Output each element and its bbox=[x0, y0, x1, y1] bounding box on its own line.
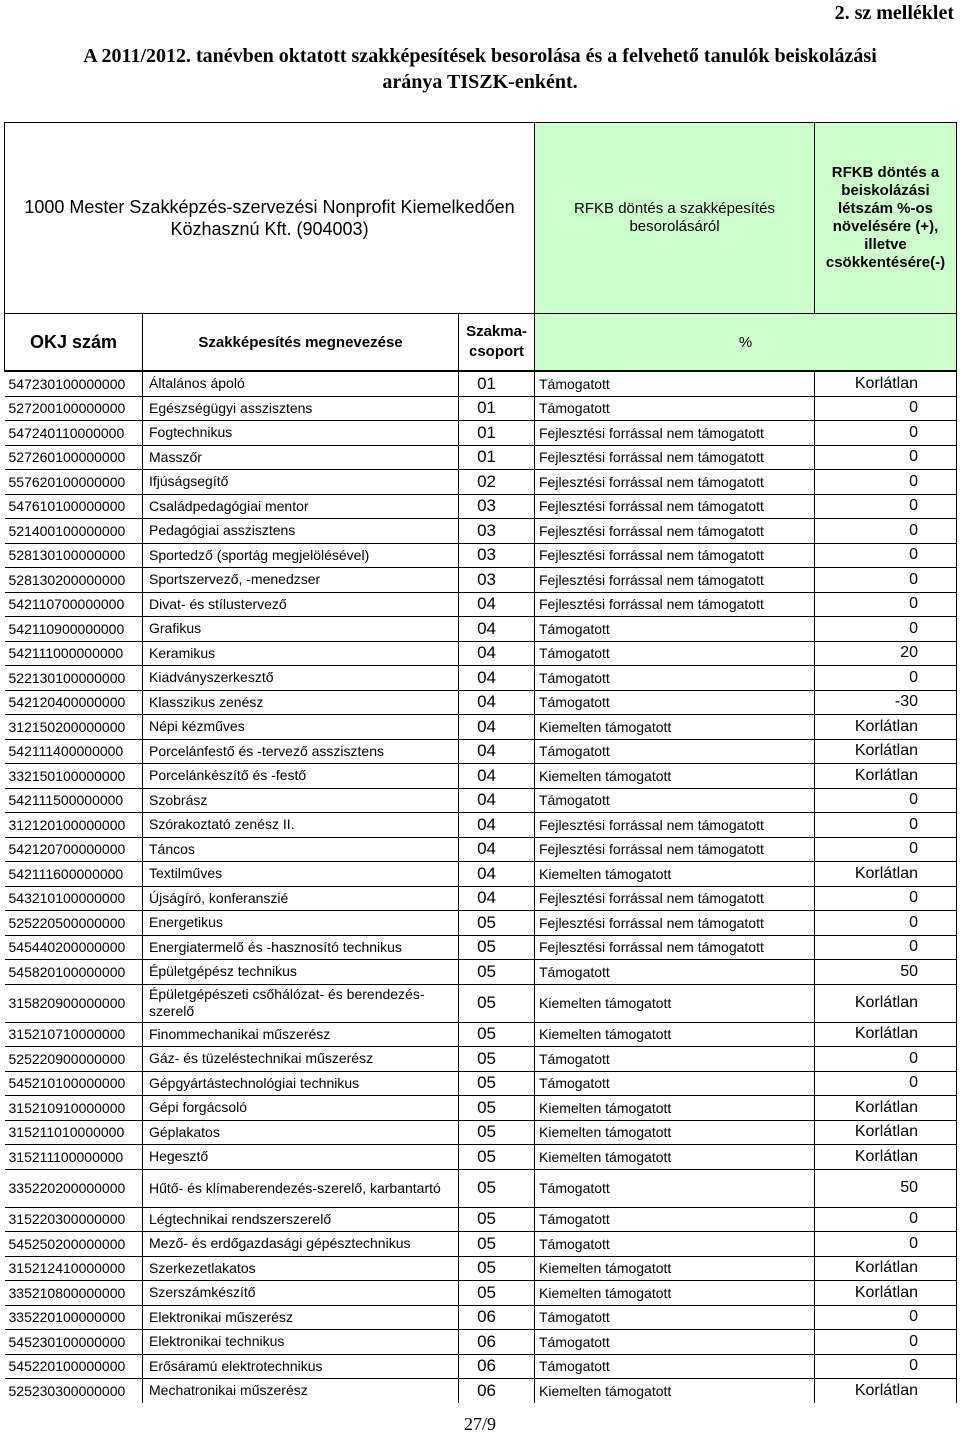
group-cell: 06 bbox=[459, 1305, 535, 1330]
qualification-name-cell: Erősáramú elektrotechnikus bbox=[143, 1354, 459, 1379]
group-cell: 05 bbox=[459, 1256, 535, 1281]
decision-cell: Kiemelten támogatott bbox=[535, 1379, 815, 1403]
decision-cell: Fejlesztési forrással nem támogatott bbox=[535, 911, 815, 936]
qualification-name-cell: Általános ápoló bbox=[143, 371, 459, 396]
group-cell: 05 bbox=[459, 960, 535, 985]
decision-cell: Fejlesztési forrással nem támogatott bbox=[535, 568, 815, 593]
percent-cell: 0 bbox=[815, 543, 957, 568]
table-row bbox=[5, 984, 957, 1022]
table-row bbox=[5, 1305, 957, 1330]
percent-cell: 0 bbox=[815, 813, 957, 838]
group-cell: 02 bbox=[459, 470, 535, 495]
qualification-name-cell: Klasszikus zenész bbox=[143, 690, 459, 715]
okj-cell: 315220300000000 bbox=[5, 1207, 143, 1232]
group-cell: 04 bbox=[459, 739, 535, 764]
decision-cell: Fejlesztési forrással nem támogatott bbox=[535, 470, 815, 495]
group-cell: 05 bbox=[459, 1281, 535, 1306]
group-cell: 05 bbox=[459, 1207, 535, 1232]
table-row bbox=[5, 396, 957, 421]
percent-cell: 0 bbox=[815, 1354, 957, 1379]
table-row bbox=[5, 935, 957, 960]
group-cell: 01 bbox=[459, 445, 535, 470]
decision-cell: Támogatott bbox=[535, 1232, 815, 1257]
qualification-name-cell: Szobrász bbox=[143, 788, 459, 813]
okj-cell: 542110700000000 bbox=[5, 592, 143, 617]
qualification-name-cell: Gáz- és tüzeléstechnikai műszerész bbox=[143, 1047, 459, 1072]
decision-cell: Fejlesztési forrással nem támogatott bbox=[535, 445, 815, 470]
annex-label: 2. sz melléklet bbox=[834, 2, 954, 24]
okj-cell: 542120400000000 bbox=[5, 690, 143, 715]
qualification-name-cell: Hegesztő bbox=[143, 1145, 459, 1170]
okj-cell: 542120700000000 bbox=[5, 837, 143, 862]
okj-cell: 545250200000000 bbox=[5, 1232, 143, 1257]
table-row bbox=[5, 1071, 957, 1096]
percent-cell: 0 bbox=[815, 886, 957, 911]
group-cell: 06 bbox=[459, 1379, 535, 1403]
header-row-top bbox=[5, 123, 957, 314]
okj-cell: 543210100000000 bbox=[5, 886, 143, 911]
percent-cell: 0 bbox=[815, 935, 957, 960]
percent-cell: Korlátlan bbox=[815, 371, 957, 396]
group-cell: 06 bbox=[459, 1330, 535, 1355]
decision-cell: Fejlesztési forrással nem támogatott bbox=[535, 886, 815, 911]
percent-cell: Korlátlan bbox=[815, 1281, 957, 1306]
qualification-name-cell: Grafikus bbox=[143, 617, 459, 642]
percent-cell: 0 bbox=[815, 592, 957, 617]
table-row bbox=[5, 666, 957, 691]
table-row bbox=[5, 371, 957, 396]
decision-cell: Támogatott bbox=[535, 617, 815, 642]
okj-cell: 542111500000000 bbox=[5, 788, 143, 813]
decision-cell: Támogatott bbox=[535, 1071, 815, 1096]
decision-cell: Támogatott bbox=[535, 788, 815, 813]
qualification-name-cell: Keramikus bbox=[143, 641, 459, 666]
percent-cell: 0 bbox=[815, 837, 957, 862]
group-cell: 05 bbox=[459, 1096, 535, 1121]
decision-cell: Támogatott bbox=[535, 690, 815, 715]
okj-cell: 528130100000000 bbox=[5, 543, 143, 568]
group-cell: 05 bbox=[459, 984, 535, 1022]
percent-column-header: % bbox=[535, 314, 957, 372]
decision-cell: Kiemelten támogatott bbox=[535, 1256, 815, 1281]
qualification-name-cell: Energiatermelő és -hasznosító technikus bbox=[143, 935, 459, 960]
qualification-name-cell: Gépgyártástechnológiai technikus bbox=[143, 1071, 459, 1096]
percent-cell: 0 bbox=[815, 396, 957, 421]
percent-cell: Korlátlan bbox=[815, 715, 957, 740]
percent-cell: Korlátlan bbox=[815, 1379, 957, 1403]
group-cell: 01 bbox=[459, 421, 535, 446]
percent-cell: 0 bbox=[815, 617, 957, 642]
percent-cell: 0 bbox=[815, 470, 957, 495]
okj-cell: 521400100000000 bbox=[5, 519, 143, 544]
decision-cell: Kiemelten támogatott bbox=[535, 1096, 815, 1121]
table-row bbox=[5, 1379, 957, 1403]
qualification-name-cell: Porcelánkészítő és -festő bbox=[143, 764, 459, 789]
decision-cell: Fejlesztési forrással nem támogatott bbox=[535, 421, 815, 446]
okj-cell: 335210800000000 bbox=[5, 1281, 143, 1306]
table-row bbox=[5, 1047, 957, 1072]
qualification-name-cell: Mechatronikai műszerész bbox=[143, 1379, 459, 1403]
okj-cell: 542111600000000 bbox=[5, 862, 143, 887]
okj-cell: 527260100000000 bbox=[5, 445, 143, 470]
qualification-name-cell: Sportedző (sportág megjelölésével) bbox=[143, 543, 459, 568]
percent-cell: 0 bbox=[815, 1047, 957, 1072]
decision-cell: Kiemelten támogatott bbox=[535, 862, 815, 887]
qualification-name-cell: Hűtő- és klímaberendezés-szerelő, karbantartó bbox=[143, 1169, 459, 1207]
group-cell: 05 bbox=[459, 935, 535, 960]
percent-cell: 0 bbox=[815, 666, 957, 691]
decision-cell: Fejlesztési forrással nem támogatott bbox=[535, 813, 815, 838]
table-row bbox=[5, 1022, 957, 1047]
qualification-name-cell: Családpedagógiai mentor bbox=[143, 494, 459, 519]
decision-cell: Támogatott bbox=[535, 1169, 815, 1207]
group-cell: 04 bbox=[459, 715, 535, 740]
decision-cell: Kiemelten támogatott bbox=[535, 715, 815, 740]
percent-cell: Korlátlan bbox=[815, 862, 957, 887]
group-cell: 03 bbox=[459, 543, 535, 568]
group-cell: 03 bbox=[459, 494, 535, 519]
qualification-name-cell: Sportszervező, -menedzser bbox=[143, 568, 459, 593]
percent-cell: 0 bbox=[815, 1232, 957, 1257]
group-cell: 05 bbox=[459, 1071, 535, 1096]
okj-cell: 542111400000000 bbox=[5, 739, 143, 764]
okj-cell: 545230100000000 bbox=[5, 1330, 143, 1355]
okj-cell: 525220500000000 bbox=[5, 911, 143, 936]
percent-cell: 0 bbox=[815, 421, 957, 446]
percent-cell: 0 bbox=[815, 788, 957, 813]
table-row bbox=[5, 911, 957, 936]
decision-cell: Támogatott bbox=[535, 641, 815, 666]
group-cell: 05 bbox=[459, 911, 535, 936]
group-cell: 04 bbox=[459, 641, 535, 666]
qualification-name-cell: Divat- és stílustervező bbox=[143, 592, 459, 617]
okj-cell: 542110900000000 bbox=[5, 617, 143, 642]
decision-cell: Támogatott bbox=[535, 1305, 815, 1330]
group-cell: 01 bbox=[459, 396, 535, 421]
name-column-header: Szakképesítés megnevezése bbox=[143, 314, 459, 372]
table-row bbox=[5, 788, 957, 813]
table-row bbox=[5, 1169, 957, 1207]
table-row bbox=[5, 764, 957, 789]
group-cell: 05 bbox=[459, 1120, 535, 1145]
okj-cell: 315212410000000 bbox=[5, 1256, 143, 1281]
table-row bbox=[5, 617, 957, 642]
qualification-name-cell: Pedagógiai asszisztens bbox=[143, 519, 459, 544]
group-column-header: Szakma-csoport bbox=[459, 314, 535, 372]
okj-cell: 545440200000000 bbox=[5, 935, 143, 960]
group-cell: 03 bbox=[459, 568, 535, 593]
group-cell: 04 bbox=[459, 813, 535, 838]
table-row bbox=[5, 543, 957, 568]
okj-cell: 312150200000000 bbox=[5, 715, 143, 740]
qualification-name-cell: Finommechanikai műszerész bbox=[143, 1022, 459, 1047]
header-row-columns bbox=[5, 314, 957, 372]
percent-cell: 50 bbox=[815, 1169, 957, 1207]
group-cell: 05 bbox=[459, 1169, 535, 1207]
qualification-name-cell: Népi kézműves bbox=[143, 715, 459, 740]
percent-cell: Korlátlan bbox=[815, 1256, 957, 1281]
document-title-line-1: A 2011/2012. tanévben oktatott szakképesítések besorolása és a felvehető tanulók beiskolázási bbox=[83, 45, 877, 67]
okj-cell: 547230100000000 bbox=[5, 371, 143, 396]
qualification-name-cell: Újságíró, konferanszié bbox=[143, 886, 459, 911]
table-row bbox=[5, 421, 957, 446]
group-cell: 05 bbox=[459, 1022, 535, 1047]
qualification-name-cell: Légtechnikai rendszerszerelő bbox=[143, 1207, 459, 1232]
decision-cell: Támogatott bbox=[535, 960, 815, 985]
decision-cell: Támogatott bbox=[535, 1207, 815, 1232]
table-row bbox=[5, 1207, 957, 1232]
table-row bbox=[5, 813, 957, 838]
okj-cell: 557620100000000 bbox=[5, 470, 143, 495]
group-cell: 04 bbox=[459, 837, 535, 862]
qualification-name-cell: Épületgépészeti csőhálózat- és berendezés-szerelő bbox=[143, 984, 459, 1022]
percent-cell: Korlátlan bbox=[815, 984, 957, 1022]
percent-cell: 0 bbox=[815, 1305, 957, 1330]
okj-cell: 542111000000000 bbox=[5, 641, 143, 666]
qualification-name-cell: Szerkezetlakatos bbox=[143, 1256, 459, 1281]
qualification-name-cell: Épületgépész technikus bbox=[143, 960, 459, 985]
percent-cell: 0 bbox=[815, 568, 957, 593]
decision-cell: Támogatott bbox=[535, 1354, 815, 1379]
group-cell: 05 bbox=[459, 1145, 535, 1170]
okj-cell: 545220100000000 bbox=[5, 1354, 143, 1379]
percent-cell: Korlátlan bbox=[815, 1145, 957, 1170]
qualification-name-cell: Szerszámkészítő bbox=[143, 1281, 459, 1306]
percent-cell: 20 bbox=[815, 641, 957, 666]
organization-header: 1000 Mester Szakképzés-szervezési Nonprofit Kiemelkedően Közhasznú Kft. (904003) bbox=[5, 123, 535, 314]
decision-cell: Kiemelten támogatott bbox=[535, 1281, 815, 1306]
okj-cell: 335220200000000 bbox=[5, 1169, 143, 1207]
okj-cell: 525230300000000 bbox=[5, 1379, 143, 1403]
document-title-line-2: aránya TISZK-enként. bbox=[382, 71, 578, 93]
okj-cell: 315210910000000 bbox=[5, 1096, 143, 1121]
group-cell: 04 bbox=[459, 886, 535, 911]
qualification-name-cell: Elektronikai technikus bbox=[143, 1330, 459, 1355]
percent-cell: 0 bbox=[815, 445, 957, 470]
table-row bbox=[5, 1281, 957, 1306]
okj-cell: 315211010000000 bbox=[5, 1120, 143, 1145]
percent-cell: 0 bbox=[815, 1071, 957, 1096]
qualification-name-cell: Porcelánfestő és -tervező asszisztens bbox=[143, 739, 459, 764]
table-row bbox=[5, 1256, 957, 1281]
okj-cell: 335220100000000 bbox=[5, 1305, 143, 1330]
qualification-name-cell: Géplakatos bbox=[143, 1120, 459, 1145]
decision-cell: Támogatott bbox=[535, 371, 815, 396]
decision-cell: Fejlesztési forrással nem támogatott bbox=[535, 494, 815, 519]
ratio-decision-header: RFKB döntés a beiskolázási létszám %-os növelésére (+), illetve csökkentésére(-) bbox=[815, 123, 957, 314]
okj-cell: 527200100000000 bbox=[5, 396, 143, 421]
table-row bbox=[5, 690, 957, 715]
table-row bbox=[5, 960, 957, 985]
group-cell: 04 bbox=[459, 617, 535, 642]
group-cell: 03 bbox=[459, 519, 535, 544]
qualification-name-cell: Egészségügyi asszisztens bbox=[143, 396, 459, 421]
group-cell: 05 bbox=[459, 1232, 535, 1257]
qualification-name-cell: Energetikus bbox=[143, 911, 459, 936]
qualification-name-cell: Mező- és erdőgazdasági gépésztechnikus bbox=[143, 1232, 459, 1257]
table-row bbox=[5, 445, 957, 470]
table-row bbox=[5, 739, 957, 764]
qualification-name-cell: Kiadványszerkesztő bbox=[143, 666, 459, 691]
qualification-name-cell: Fogtechnikus bbox=[143, 421, 459, 446]
group-cell: 06 bbox=[459, 1354, 535, 1379]
okj-column-header: OKJ szám bbox=[5, 314, 143, 372]
okj-cell: 315210710000000 bbox=[5, 1022, 143, 1047]
table-row bbox=[5, 715, 957, 740]
okj-cell: 528130200000000 bbox=[5, 568, 143, 593]
table-row bbox=[5, 1330, 957, 1355]
decision-cell: Fejlesztési forrással nem támogatott bbox=[535, 519, 815, 544]
table-row bbox=[5, 1145, 957, 1170]
table-row bbox=[5, 862, 957, 887]
percent-cell: Korlátlan bbox=[815, 1120, 957, 1145]
percent-cell: 0 bbox=[815, 1207, 957, 1232]
group-cell: 04 bbox=[459, 788, 535, 813]
decision-cell: Fejlesztési forrással nem támogatott bbox=[535, 935, 815, 960]
percent-cell: Korlátlan bbox=[815, 764, 957, 789]
okj-cell: 522130100000000 bbox=[5, 666, 143, 691]
decision-cell: Támogatott bbox=[535, 1330, 815, 1355]
classification-decision-header: RFKB döntés a szakképesítés besorolásáról bbox=[535, 123, 815, 314]
group-cell: 05 bbox=[459, 1047, 535, 1072]
decision-cell: Fejlesztési forrással nem támogatott bbox=[535, 543, 815, 568]
decision-cell: Fejlesztési forrással nem támogatott bbox=[535, 837, 815, 862]
qualification-name-cell: Szórakoztató zenész II. bbox=[143, 813, 459, 838]
qualification-name-cell: Masszőr bbox=[143, 445, 459, 470]
group-cell: 04 bbox=[459, 592, 535, 617]
percent-cell: -30 bbox=[815, 690, 957, 715]
decision-cell: Kiemelten támogatott bbox=[535, 1022, 815, 1047]
table-row bbox=[5, 641, 957, 666]
page-number: 27/9 bbox=[463, 1414, 496, 1434]
table-row bbox=[5, 837, 957, 862]
decision-cell: Kiemelten támogatott bbox=[535, 1120, 815, 1145]
percent-cell: 50 bbox=[815, 960, 957, 985]
table-row bbox=[5, 592, 957, 617]
percent-cell: Korlátlan bbox=[815, 1096, 957, 1121]
table-row bbox=[5, 494, 957, 519]
decision-cell: Támogatott bbox=[535, 666, 815, 691]
group-cell: 04 bbox=[459, 862, 535, 887]
decision-cell: Támogatott bbox=[535, 396, 815, 421]
percent-cell: 0 bbox=[815, 911, 957, 936]
okj-cell: 545820100000000 bbox=[5, 960, 143, 985]
table-row bbox=[5, 886, 957, 911]
okj-cell: 312120100000000 bbox=[5, 813, 143, 838]
okj-cell: 525220900000000 bbox=[5, 1047, 143, 1072]
group-cell: 04 bbox=[459, 690, 535, 715]
okj-cell: 547240110000000 bbox=[5, 421, 143, 446]
percent-cell: 0 bbox=[815, 519, 957, 544]
percent-cell: 0 bbox=[815, 1330, 957, 1355]
percent-cell: Korlátlan bbox=[815, 739, 957, 764]
table-row bbox=[5, 1120, 957, 1145]
okj-cell: 547610100000000 bbox=[5, 494, 143, 519]
table-row bbox=[5, 1096, 957, 1121]
table-row bbox=[5, 568, 957, 593]
percent-cell: Korlátlan bbox=[815, 1022, 957, 1047]
table-row bbox=[5, 1232, 957, 1257]
table-row bbox=[5, 519, 957, 544]
group-cell: 01 bbox=[459, 371, 535, 396]
percent-cell: 0 bbox=[815, 494, 957, 519]
decision-cell: Támogatott bbox=[535, 1047, 815, 1072]
qualification-name-cell: Elektronikai műszerész bbox=[143, 1305, 459, 1330]
decision-cell: Fejlesztési forrással nem támogatott bbox=[535, 592, 815, 617]
okj-cell: 332150100000000 bbox=[5, 764, 143, 789]
qualification-name-cell: Ifjúságsegítő bbox=[143, 470, 459, 495]
group-cell: 04 bbox=[459, 666, 535, 691]
okj-cell: 315211100000000 bbox=[5, 1145, 143, 1170]
okj-cell: 545210100000000 bbox=[5, 1071, 143, 1096]
decision-cell: Támogatott bbox=[535, 739, 815, 764]
qualification-name-cell: Textilműves bbox=[143, 862, 459, 887]
qualification-name-cell: Táncos bbox=[143, 837, 459, 862]
okj-cell: 315820900000000 bbox=[5, 984, 143, 1022]
table-row bbox=[5, 470, 957, 495]
decision-cell: Kiemelten támogatott bbox=[535, 764, 815, 789]
qualification-name-cell: Gépi forgácsoló bbox=[143, 1096, 459, 1121]
decision-cell: Kiemelten támogatott bbox=[535, 1145, 815, 1170]
table-row bbox=[5, 1354, 957, 1379]
decision-cell: Kiemelten támogatott bbox=[535, 984, 815, 1022]
qualification-table bbox=[4, 122, 956, 1398]
group-cell: 04 bbox=[459, 764, 535, 789]
